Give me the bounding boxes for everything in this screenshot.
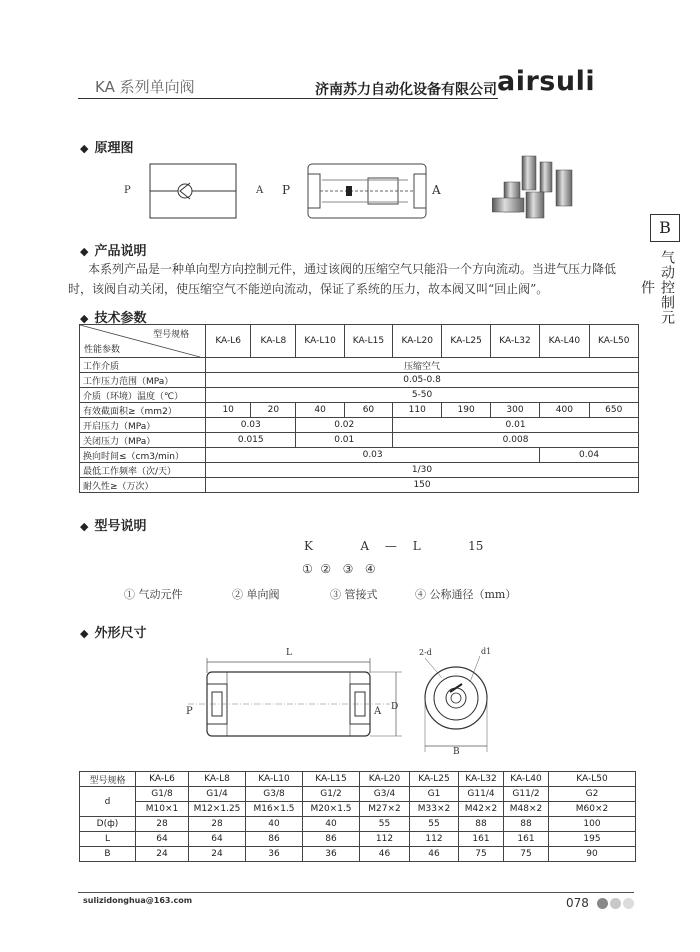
model-header: KA-L6	[206, 325, 251, 358]
footer-email: sulizidonghua@163.com	[83, 896, 193, 905]
model-legend-2: ② 单向阀	[232, 588, 280, 601]
section-specs: ◆ 技术参数	[80, 311, 147, 326]
page-dot-icon	[597, 898, 608, 909]
brand-logo: airsuli	[497, 66, 596, 97]
dims-row-B: B 24 24 36 36 46 46 75 75 90	[80, 847, 636, 862]
spec-row-switch-time: 换向时间≤（cm3/min） 0.03 0.04	[80, 448, 639, 463]
dims-row-d-g: d G1/8 G1/4 G3/8 G1/2 G3/4 G1 G11/4 G11/2 G2	[80, 787, 636, 802]
product-photo	[492, 152, 584, 224]
dim-label-p: P	[186, 706, 193, 717]
dim-label-d1: d1	[481, 647, 492, 656]
page-number: 078	[566, 896, 589, 910]
model-header: KA-L20	[393, 325, 442, 358]
series-title: KA 系列单向阀	[95, 78, 195, 96]
model-code-numbers: ① ② ③ ④	[302, 562, 376, 576]
footer-rule	[78, 892, 634, 893]
spec-row-area: 有效截面积≥（mm2） 10 20 40 60 110 190 300 400 650	[80, 403, 639, 418]
model-legend-3: ③ 管接式	[330, 588, 378, 601]
model-header: KA-L40	[540, 325, 589, 358]
symbol-port-a: A	[256, 185, 264, 196]
section-description: ◆ 产品说明	[80, 244, 147, 259]
diamond-icon: ◆	[80, 627, 89, 640]
dim-label-d-outer: D	[391, 702, 399, 712]
spec-row-pressure: 工作压力范围（MPa） 0.05-0.8	[80, 373, 639, 388]
dims-row-d-m: M10×1 M12×1.25 M16×1.5 M20×1.5 M27×2 M33×2 M42×2 M48×2 M60×2	[80, 802, 636, 817]
spec-header-row	[80, 325, 639, 358]
dim-label-l: L	[286, 648, 292, 658]
spec-row-medium: 工作介质 压缩空气	[80, 358, 639, 373]
model-header: KA-L50	[589, 325, 638, 358]
diamond-icon: ◆	[80, 142, 89, 155]
side-tab-letter: B	[650, 214, 680, 242]
spec-row-frequency: 最低工作频率（次/天） 1/30	[80, 463, 639, 478]
company-name: 济南苏力自动化设备有限公司	[315, 82, 497, 98]
diamond-icon: ◆	[80, 245, 89, 258]
end-view-icon	[425, 656, 487, 752]
model-header: KA-L32	[490, 325, 539, 358]
section-principle: ◆ 原理图	[80, 141, 134, 156]
section-port-a: A	[432, 183, 441, 197]
page-dot-icon	[610, 898, 621, 909]
dims-header-row: 型号规格 KA-L6 KA-L8 KA-L10 KA-L15 KA-L20 KA-L25 KA-L32 KA-L40 KA-L50	[80, 772, 636, 787]
valve-section-icon	[308, 164, 426, 218]
page-dot-icon	[623, 898, 634, 909]
spec-row-close-pressure: 关闭压力（MPa） 0.015 0.01 0.008	[80, 433, 639, 448]
symbol-port-p: P	[124, 185, 131, 196]
model-legend-1: ① 气动元件	[124, 588, 183, 601]
header-rule	[78, 98, 498, 99]
model-header: KA-L10	[296, 325, 344, 358]
dims-row-D: D(ф) 28 28 40 40 55 55 88 88 100	[80, 817, 636, 832]
section-model: ◆ 型号说明	[80, 519, 147, 534]
dims-row-L: L 64 64 86 86 112 112 161 161 195	[80, 832, 636, 847]
dim-label-b: B	[453, 747, 460, 757]
spec-row-durability: 耐久性≥（万次） 150	[80, 478, 639, 493]
spec-row-open-pressure: 开启压力（MPa） 0.03 0.02 0.01	[80, 418, 639, 433]
dim-label-2d: 2-d	[419, 648, 432, 657]
diamond-icon: ◆	[80, 520, 89, 533]
dim-label-a: A	[374, 706, 382, 717]
model-legend-4: ④ 公称通径（mm）	[415, 588, 517, 601]
dimension-drawing	[180, 640, 510, 765]
principle-diagrams	[118, 158, 438, 223]
description-line-2: 时，该阀自动关闭，使压缩空气不能逆向流动，保证了系统的压力，故本阀又叫“回止阀”。	[68, 282, 549, 296]
model-header: KA-L8	[251, 325, 296, 358]
side-tab-text: 气动控制元件	[639, 249, 675, 325]
side-view-icon	[188, 658, 402, 736]
corner-cell: 型号规格 性能参数	[80, 325, 206, 358]
section-port-p: P	[282, 183, 291, 197]
section-dimensions: ◆ 外形尺寸	[80, 626, 147, 641]
model-code: K A — L 15	[304, 539, 484, 553]
dimensions-table	[79, 771, 636, 862]
description-text	[68, 259, 628, 299]
diamond-icon: ◆	[80, 312, 89, 325]
spec-table	[79, 324, 639, 493]
model-header: KA-L25	[442, 325, 490, 358]
model-header: KA-L15	[344, 325, 392, 358]
description-line-1: 本系列产品是一种单向型方向控制元件，通过该阀的压缩空气只能沿一个方向流动。当进气压力降低	[88, 262, 617, 276]
spec-row-temperature: 介质（环境）温度（℃） 5-50	[80, 388, 639, 403]
